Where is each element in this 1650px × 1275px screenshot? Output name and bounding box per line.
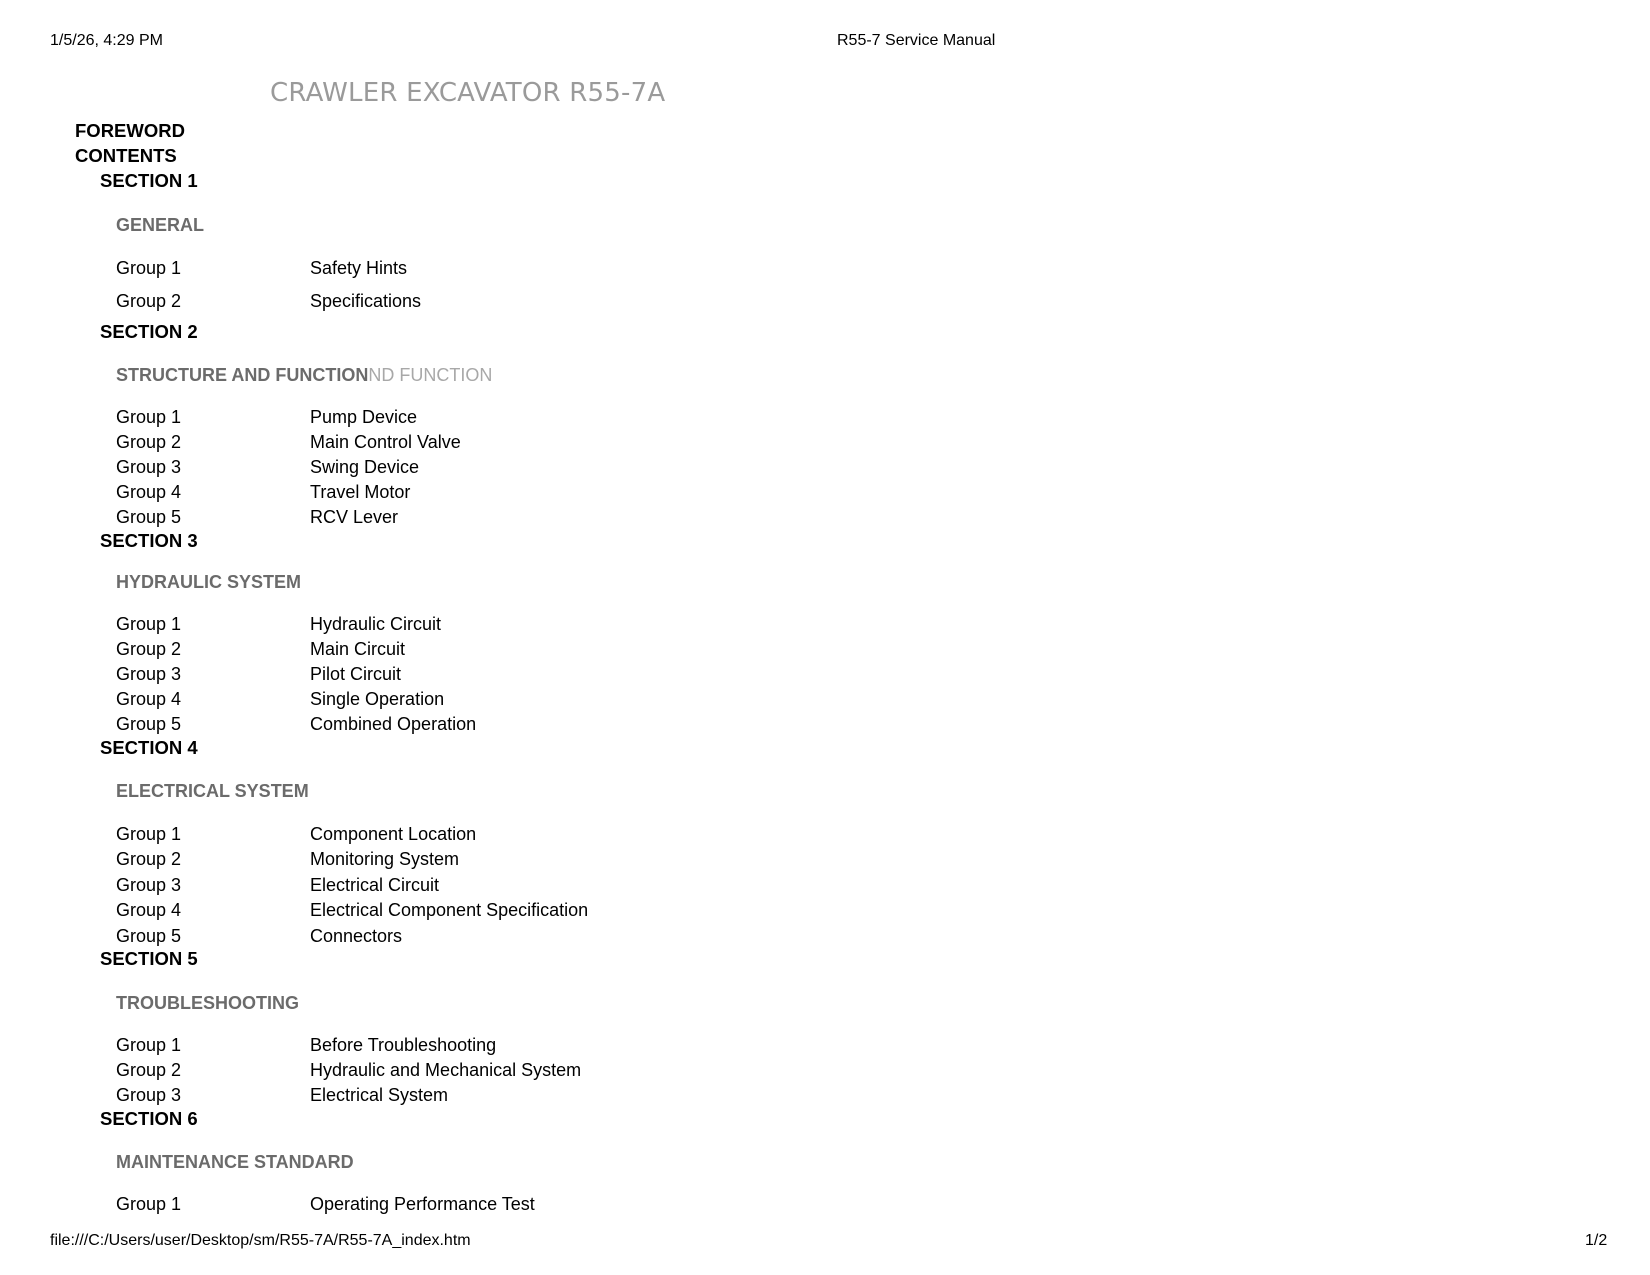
section-6-group-1: Group 1: [116, 1194, 182, 1214]
section-1-group-2: Group 2: [116, 291, 182, 311]
section-5-group-2: Group 2: [116, 1060, 182, 1080]
section-4-group-4: Group 4: [116, 900, 182, 920]
section-2-group-3-link[interactable]: Swing Device: [310, 457, 420, 477]
section-3-group-1-link[interactable]: Hydraulic Circuit: [310, 614, 442, 634]
contents-link[interactable]: CONTENTS: [75, 145, 177, 166]
foreword-link[interactable]: FOREWORD: [75, 120, 185, 141]
section-3-group-2-link[interactable]: Main Circuit: [310, 639, 406, 659]
section-2-group-3: Group 3: [116, 457, 182, 477]
section-6-group-1-link[interactable]: Operating Performance Test: [310, 1194, 535, 1214]
section-2-group-5: Group 5: [116, 507, 182, 527]
section-2-group-4: Group 4: [116, 482, 182, 502]
print-page-number: 1/2: [1585, 1232, 1608, 1249]
section-2-title-text: STRUCTURE AND FUNCTION: [116, 365, 369, 385]
section-6-link[interactable]: SECTION 6: [100, 1108, 198, 1129]
section-2-group-5-link[interactable]: RCV Lever: [310, 507, 399, 527]
section-3-group-3: Group 3: [116, 664, 182, 684]
section-5-group-2-link[interactable]: Hydraulic and Mechanical System: [310, 1060, 582, 1080]
section-4-title: ELECTRICAL SYSTEM: [116, 781, 309, 801]
print-footer-url: file:///C:/Users/user/Desktop/sm/R55-7A/R55-7A_index.htm: [50, 1232, 471, 1249]
section-3-group-5: Group 5: [116, 714, 182, 734]
section-3-group-4: Group 4: [116, 689, 182, 709]
section-4-group-1: Group 1: [116, 824, 182, 844]
section-5-group-1-link[interactable]: Before Troubleshooting: [310, 1035, 497, 1055]
section-3-title: HYDRAULIC SYSTEM: [116, 572, 302, 592]
section-3-group-3-link[interactable]: Pilot Circuit: [310, 664, 402, 684]
section-4-link[interactable]: SECTION 4: [100, 737, 198, 758]
section-4-group-5: Group 5: [116, 926, 182, 946]
section-2-title: [116, 366, 492, 384]
section-1-title: GENERAL: [116, 215, 205, 235]
section-5-group-1: Group 1: [116, 1035, 182, 1055]
print-datetime: 1/5/26, 4:29 PM: [50, 32, 163, 49]
section-4-group-4-link[interactable]: Electrical Component Specification: [310, 900, 589, 920]
section-2-group-4-link[interactable]: Travel Motor: [310, 482, 411, 502]
section-4-group-2-link[interactable]: Monitoring System: [310, 849, 460, 869]
section-1-group-1: Group 1: [116, 258, 182, 278]
section-2-link[interactable]: SECTION 2: [100, 321, 198, 342]
section-1-group-2-link[interactable]: Specifications: [310, 291, 422, 311]
section-5-group-3: Group 3: [116, 1085, 182, 1105]
section-4-group-3: Group 3: [116, 875, 182, 895]
section-2-group-1-link[interactable]: Pump Device: [310, 407, 418, 427]
section-5-group-3-link[interactable]: Electrical System: [310, 1085, 449, 1105]
section-6-title: MAINTENANCE STANDARD: [116, 1152, 354, 1172]
print-page-title: R55-7 Service Manual: [837, 32, 996, 49]
section-5-link[interactable]: SECTION 5: [100, 948, 198, 969]
section-2-title-ghost: ND FUNCTION: [368, 365, 493, 385]
section-1-link[interactable]: SECTION 1: [100, 170, 198, 191]
section-4-group-3-link[interactable]: Electrical Circuit: [310, 875, 440, 895]
section-3-group-2: Group 2: [116, 639, 182, 659]
section-3-group-1: Group 1: [116, 614, 182, 634]
section-3-group-4-link[interactable]: Single Operation: [310, 689, 445, 709]
section-3-link[interactable]: SECTION 3: [100, 530, 198, 551]
section-4-group-5-link[interactable]: Connectors: [310, 926, 403, 946]
section-2-group-1: Group 1: [116, 407, 182, 427]
section-4-group-1-link[interactable]: Component Location: [310, 824, 477, 844]
section-2-group-2-link[interactable]: Main Control Valve: [310, 432, 461, 452]
section-2-group-2: Group 2: [116, 432, 182, 452]
section-1-group-1-link[interactable]: Safety Hints: [310, 258, 408, 278]
document-title: CRAWLER EXCAVATOR R55-7A: [270, 78, 666, 108]
section-4-group-2: Group 2: [116, 849, 182, 869]
section-3-group-5-link[interactable]: Combined Operation: [310, 714, 477, 734]
section-5-title: TROUBLESHOOTING: [116, 993, 299, 1013]
